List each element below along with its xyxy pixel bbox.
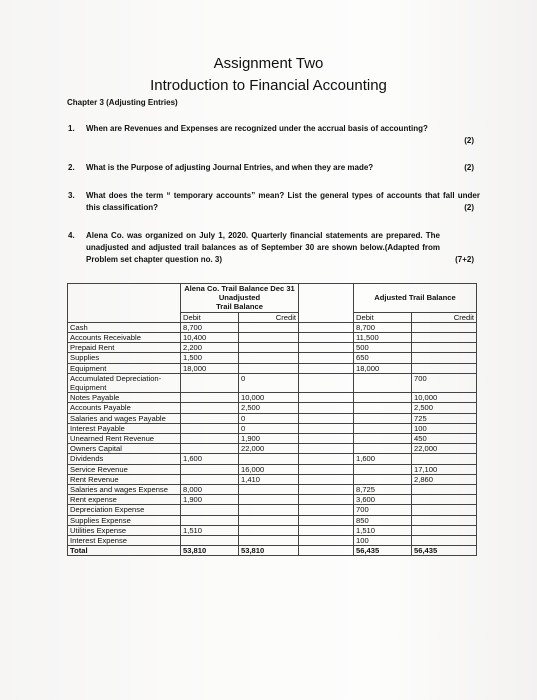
adjusted-header: Adjusted Trail Balance bbox=[354, 284, 477, 313]
unadjusted-debit bbox=[181, 434, 239, 444]
unadjusted-debit: 10,400 bbox=[181, 333, 239, 343]
unadjusted-credit: 22,000 bbox=[239, 444, 299, 454]
question-text: Alena Co. was organized on July 1, 2020. Quarterly financial statements are prepared. The unadjusted and adjusted trail balances as of September 30 are shown below.(Adapted from Problem set chapter question no. 3) bbox=[86, 231, 440, 264]
account-name: Rent Revenue bbox=[68, 474, 181, 484]
account-name: Cash bbox=[68, 322, 181, 332]
account-name: Depreciation Expense bbox=[68, 505, 181, 515]
unadjusted-debit bbox=[181, 393, 239, 403]
adjusted-credit bbox=[412, 485, 477, 495]
unadjusted-credit bbox=[239, 536, 299, 546]
adjusted-credit: 725 bbox=[412, 413, 477, 423]
account-name: Supplies Expense bbox=[68, 515, 181, 525]
question-marks: (2) bbox=[464, 203, 474, 212]
account-name: Salaries and wages Expense bbox=[68, 485, 181, 495]
question-3: 3. What does the term “ temporary accounts” mean? List the general types of accounts that fall under this classification? (2) bbox=[68, 191, 480, 212]
adjusted-credit-header: Credit bbox=[412, 312, 477, 322]
spacer-cell bbox=[299, 343, 354, 353]
unadjusted-header: Unadjusted Trail Balance bbox=[216, 293, 263, 312]
adjusted-credit: 2,500 bbox=[412, 403, 477, 413]
adjusted-debit bbox=[354, 373, 412, 392]
question-1: 1. When are Revenues and Expenses are recognized under the accrual basis of accounting? (2) bbox=[68, 123, 480, 135]
adjusted-debit bbox=[354, 464, 412, 474]
table-row bbox=[68, 434, 477, 444]
unadjusted-credit bbox=[239, 322, 299, 332]
account-name: Rent expense bbox=[68, 495, 181, 505]
unadjusted-debit: 2,200 bbox=[181, 343, 239, 353]
unadjusted-debit bbox=[181, 515, 239, 525]
account-name: Salaries and wages Payable bbox=[68, 413, 181, 423]
adjusted-credit: 450 bbox=[412, 434, 477, 444]
unadjusted-credit: 0 bbox=[239, 423, 299, 433]
unadjusted-credit: 0 bbox=[239, 373, 299, 392]
trial-balance-table bbox=[67, 283, 477, 556]
spacer-cell bbox=[299, 505, 354, 515]
adjusted-credit bbox=[412, 454, 477, 464]
adjusted-credit: 700 bbox=[412, 373, 477, 392]
spacer-cell bbox=[299, 444, 354, 454]
spacer-cell bbox=[299, 464, 354, 474]
spacer-cell bbox=[299, 525, 354, 535]
table-row bbox=[68, 353, 477, 363]
adjusted-debit: 100 bbox=[354, 536, 412, 546]
spacer-cell bbox=[299, 413, 354, 423]
unadjusted-credit: 0 bbox=[239, 413, 299, 423]
unadjusted-credit: 1,410 bbox=[239, 474, 299, 484]
spacer-cell bbox=[299, 546, 354, 556]
table-total-row bbox=[68, 546, 477, 556]
unadjusted-debit: 18,000 bbox=[181, 363, 239, 373]
table-row bbox=[68, 454, 477, 464]
unadjusted-debit: 53,810 bbox=[181, 546, 239, 556]
unadjusted-credit bbox=[239, 515, 299, 525]
unadjusted-debit bbox=[181, 474, 239, 484]
adjusted-debit bbox=[354, 474, 412, 484]
adjusted-debit-header: Debit bbox=[354, 312, 412, 322]
table-row bbox=[68, 373, 477, 392]
question-text: What does the term “ temporary accounts” mean? List the general types of accounts that fall under this classification? bbox=[86, 191, 480, 212]
assignment-title: Assignment Two bbox=[213, 55, 324, 72]
chapter-label: Chapter 3 (Adjusting Entries) bbox=[67, 98, 178, 107]
adjusted-debit: 8,700 bbox=[354, 322, 412, 332]
unadjusted-debit bbox=[181, 464, 239, 474]
table-row bbox=[68, 423, 477, 433]
question-marks: (2) bbox=[464, 163, 474, 172]
adjusted-credit bbox=[412, 333, 477, 343]
unadjusted-credit: 16,000 bbox=[239, 464, 299, 474]
unadjusted-credit: 2,500 bbox=[239, 403, 299, 413]
adjusted-credit: 56,435 bbox=[412, 546, 477, 556]
adjusted-debit: 1,510 bbox=[354, 525, 412, 535]
adjusted-credit bbox=[412, 495, 477, 505]
adjusted-credit bbox=[412, 536, 477, 546]
spacer-cell bbox=[299, 536, 354, 546]
unadjusted-debit-header: Debit bbox=[181, 312, 239, 322]
account-name: Accounts Payable bbox=[68, 403, 181, 413]
spacer-cell bbox=[299, 322, 354, 332]
spacer-cell bbox=[299, 423, 354, 433]
question-2: 2. What is the Purpose of adjusting Journal Entries, and when they are made? (2) bbox=[68, 162, 480, 174]
table-row bbox=[68, 333, 477, 343]
account-name: Accumulated Depreciation-Equipment bbox=[68, 373, 181, 392]
adjusted-debit: 500 bbox=[354, 343, 412, 353]
adjusted-credit: 2,860 bbox=[412, 474, 477, 484]
unadjusted-debit bbox=[181, 403, 239, 413]
unadjusted-debit bbox=[181, 413, 239, 423]
table-row bbox=[68, 464, 477, 474]
table-row bbox=[68, 474, 477, 484]
adjusted-credit: 100 bbox=[412, 423, 477, 433]
unadjusted-credit bbox=[239, 525, 299, 535]
question-marks: (7+2) bbox=[455, 255, 474, 264]
spacer-cell bbox=[299, 393, 354, 403]
unadjusted-credit bbox=[239, 485, 299, 495]
spacer-cell bbox=[299, 333, 354, 343]
unadjusted-credit bbox=[239, 343, 299, 353]
unadjusted-credit: 10,000 bbox=[239, 393, 299, 403]
adjusted-debit: 8,725 bbox=[354, 485, 412, 495]
unadjusted-credit bbox=[239, 454, 299, 464]
unadjusted-debit bbox=[181, 536, 239, 546]
table-row bbox=[68, 515, 477, 525]
account-name: Interest Payable bbox=[68, 423, 181, 433]
adjusted-credit bbox=[412, 343, 477, 353]
adjusted-debit bbox=[354, 434, 412, 444]
unadjusted-credit: 1,900 bbox=[239, 434, 299, 444]
adjusted-credit: 22,000 bbox=[412, 444, 477, 454]
unadjusted-credit bbox=[239, 333, 299, 343]
adjusted-credit bbox=[412, 353, 477, 363]
account-name: Owners Capital bbox=[68, 444, 181, 454]
unadjusted-debit: 1,510 bbox=[181, 525, 239, 535]
account-name: Service Revenue bbox=[68, 464, 181, 474]
unadjusted-debit bbox=[181, 373, 239, 392]
adjusted-debit bbox=[354, 403, 412, 413]
table-row bbox=[68, 495, 477, 505]
unadjusted-credit bbox=[239, 363, 299, 373]
table-row bbox=[68, 505, 477, 515]
adjusted-debit bbox=[354, 444, 412, 454]
spacer-cell bbox=[299, 403, 354, 413]
table-row bbox=[68, 393, 477, 403]
unadjusted-credit bbox=[239, 495, 299, 505]
adjusted-credit bbox=[412, 525, 477, 535]
adjusted-credit bbox=[412, 505, 477, 515]
account-name: Accounts Receivable bbox=[68, 333, 181, 343]
spacer-cell bbox=[299, 373, 354, 392]
account-name: Total bbox=[68, 546, 181, 556]
table-title: Alena Co. Trail Balance Dec 31 bbox=[184, 284, 295, 293]
adjusted-debit: 56,435 bbox=[354, 546, 412, 556]
spacer-cell bbox=[299, 495, 354, 505]
question-4: 4. Alena Co. was organized on July 1, 2020. Quarterly financial statements are prepared. The unadjusted and adjusted trail balances as of September 30 are shown below.(Adapted from Problem set chapter question no. 3) (7+2) bbox=[68, 230, 480, 266]
adjusted-debit: 11,500 bbox=[354, 333, 412, 343]
adjusted-debit bbox=[354, 413, 412, 423]
adjusted-credit bbox=[412, 515, 477, 525]
question-text: What is the Purpose of adjusting Journal Entries, and when they are made? bbox=[86, 163, 374, 172]
table-row bbox=[68, 363, 477, 373]
account-name: Interest Expense bbox=[68, 536, 181, 546]
spacer-cell bbox=[299, 434, 354, 444]
adjusted-credit bbox=[412, 363, 477, 373]
adjusted-debit bbox=[354, 423, 412, 433]
unadjusted-credit-header: Credit bbox=[239, 312, 299, 322]
unadjusted-credit: 53,810 bbox=[239, 546, 299, 556]
table-row bbox=[68, 322, 477, 332]
adjusted-debit: 3,600 bbox=[354, 495, 412, 505]
spacer-cell bbox=[299, 515, 354, 525]
unadjusted-debit: 1,600 bbox=[181, 454, 239, 464]
table-row bbox=[68, 536, 477, 546]
account-name: Unearned Rent Revenue bbox=[68, 434, 181, 444]
unadjusted-debit: 1,900 bbox=[181, 495, 239, 505]
table-row bbox=[68, 403, 477, 413]
table-row bbox=[68, 485, 477, 495]
table-row bbox=[68, 525, 477, 535]
adjusted-debit: 18,000 bbox=[354, 363, 412, 373]
spacer-cell bbox=[299, 363, 354, 373]
adjusted-debit bbox=[354, 393, 412, 403]
unadjusted-debit: 8,700 bbox=[181, 322, 239, 332]
account-name: Supplies bbox=[68, 353, 181, 363]
account-name: Prepaid Rent bbox=[68, 343, 181, 353]
unadjusted-debit bbox=[181, 423, 239, 433]
unadjusted-credit bbox=[239, 353, 299, 363]
spacer-cell bbox=[299, 454, 354, 464]
adjusted-debit: 850 bbox=[354, 515, 412, 525]
adjusted-credit bbox=[412, 322, 477, 332]
table-header-row bbox=[68, 284, 477, 313]
course-title: Introduction to Financial Accounting bbox=[150, 77, 387, 94]
adjusted-debit: 650 bbox=[354, 353, 412, 363]
question-text: When are Revenues and Expenses are recognized under the accrual basis of accounting? bbox=[86, 124, 428, 133]
adjusted-credit: 10,000 bbox=[412, 393, 477, 403]
account-name: Notes Payable bbox=[68, 393, 181, 403]
account-name: Equipment bbox=[68, 363, 181, 373]
unadjusted-debit: 1,500 bbox=[181, 353, 239, 363]
spacer-cell bbox=[299, 485, 354, 495]
account-name: Utilities Expense bbox=[68, 525, 181, 535]
unadjusted-debit: 8,000 bbox=[181, 485, 239, 495]
adjusted-debit: 1,600 bbox=[354, 454, 412, 464]
adjusted-credit: 17,100 bbox=[412, 464, 477, 474]
question-marks: (2) bbox=[464, 136, 474, 145]
unadjusted-debit bbox=[181, 444, 239, 454]
spacer-cell bbox=[299, 474, 354, 484]
unadjusted-credit bbox=[239, 505, 299, 515]
unadjusted-debit bbox=[181, 505, 239, 515]
account-name: Dividends bbox=[68, 454, 181, 464]
table-row bbox=[68, 343, 477, 353]
spacer-cell bbox=[299, 353, 354, 363]
adjusted-debit: 700 bbox=[354, 505, 412, 515]
table-row bbox=[68, 444, 477, 454]
table-row bbox=[68, 413, 477, 423]
